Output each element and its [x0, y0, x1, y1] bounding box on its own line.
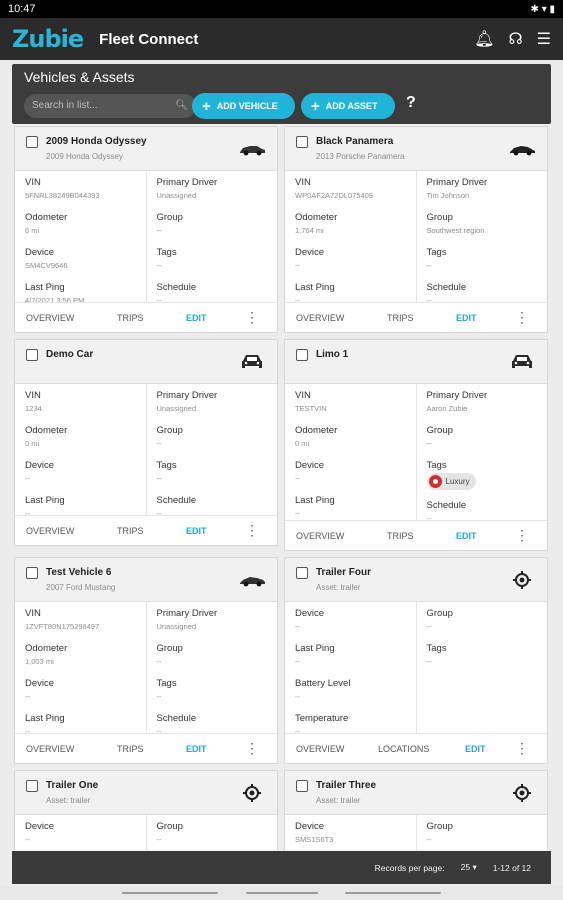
overview-button[interactable]: OVERVIEW — [296, 312, 345, 323]
field-label: Odometer — [295, 425, 338, 436]
overview-button[interactable]: OVERVIEW — [26, 525, 75, 536]
card-fields — [285, 815, 547, 850]
field-label: Group — [426, 212, 453, 223]
app-logo: Zubie — [12, 25, 84, 53]
trips-button[interactable]: TRIPS — [387, 312, 414, 323]
records-per-page-value: 25 — [460, 862, 471, 872]
select-checkbox[interactable] — [296, 349, 308, 361]
search-input[interactable] — [24, 94, 196, 118]
field-label: Battery Level — [295, 678, 351, 689]
overview-button[interactable]: OVERVIEW — [26, 743, 75, 754]
asset-card — [284, 557, 548, 764]
field-value: -- — [295, 296, 300, 305]
locations-button[interactable]: LOCATIONS — [378, 743, 430, 754]
field-label: Schedule — [426, 500, 467, 511]
card-fields — [15, 602, 277, 736]
field-label: Device — [25, 460, 55, 471]
field-label: Group — [156, 821, 183, 832]
field-label: VIN — [25, 177, 41, 188]
field-label: VIN — [295, 390, 311, 401]
field-value: -- — [295, 474, 300, 483]
card-header — [15, 340, 277, 384]
field-value: 6 mi — [25, 226, 40, 235]
asset-type: Asset: trailer — [46, 796, 91, 805]
asset-type: Asset: trailer — [316, 796, 361, 805]
field-value: SMS1S6T3 — [295, 835, 334, 844]
more-options-icon[interactable]: ⋮ — [515, 527, 529, 543]
field-value: -- — [25, 474, 30, 483]
edit-button[interactable]: EDIT — [456, 530, 477, 541]
more-options-icon[interactable]: ⋮ — [245, 740, 259, 756]
field-value: -- — [426, 622, 432, 631]
edit-button[interactable]: EDIT — [456, 312, 477, 323]
field-label: Schedule — [156, 495, 197, 506]
vehicle-card — [14, 557, 278, 764]
asset-type: Asset: trailer — [316, 583, 361, 592]
field-label: Group — [426, 608, 453, 619]
field-value: -- — [156, 474, 162, 483]
card-fields — [15, 384, 277, 518]
field-value: -- — [25, 835, 30, 844]
field-value: -- — [295, 622, 300, 631]
records-per-page-label: Records per page: — [374, 862, 445, 873]
field-label: Device — [295, 608, 325, 619]
field-label: Schedule — [156, 713, 197, 724]
asset-name[interactable]: Trailer Three — [316, 780, 377, 791]
more-options-icon[interactable]: ⋮ — [245, 522, 259, 538]
add-vehicle-label: ADD VEHICLE — [216, 101, 278, 111]
field-value: -- — [156, 261, 162, 270]
select-checkbox[interactable] — [26, 349, 38, 361]
card-fields — [285, 384, 547, 523]
select-checkbox[interactable] — [296, 780, 308, 792]
chevron-down-icon: ▾ — [472, 862, 477, 872]
overview-button[interactable]: OVERVIEW — [296, 743, 345, 754]
system-nav-bar — [0, 886, 563, 900]
card-actions — [285, 302, 547, 332]
field-label: Last Ping — [295, 643, 335, 654]
overview-button[interactable]: OVERVIEW — [26, 312, 75, 323]
card-fields — [15, 171, 277, 305]
card-header — [15, 127, 277, 171]
field-label: Temperature — [295, 713, 349, 724]
card-header — [15, 771, 277, 815]
field-label: Schedule — [156, 282, 197, 293]
field-label: Group — [156, 425, 183, 436]
field-label: Group — [426, 425, 453, 436]
field-label: Device — [295, 460, 325, 471]
list-toolbar — [12, 64, 551, 124]
field-label: Last Ping — [25, 713, 65, 724]
app-title: Fleet Connect — [99, 30, 199, 48]
tag-icon — [429, 475, 442, 488]
field-value: 1234 — [25, 404, 42, 413]
plus-icon: + — [202, 97, 211, 115]
field-value: -- — [156, 835, 162, 844]
card-fields — [285, 602, 547, 736]
trips-button[interactable]: TRIPS — [117, 525, 144, 536]
car-silhouette-icon — [238, 571, 266, 589]
field-label: Tags — [426, 643, 447, 654]
field-value: -- — [156, 226, 162, 235]
card-actions — [285, 733, 547, 763]
add-asset-label: ADD ASSET — [325, 101, 378, 111]
vehicle-card — [284, 339, 548, 551]
asset-card — [284, 770, 548, 850]
status-icons: ✱ ▾ ▮ — [530, 3, 555, 15]
field-label: Primary Driver — [156, 390, 218, 401]
page-title: Vehicles & Assets — [24, 69, 135, 85]
field-label: VIN — [25, 390, 41, 401]
field-value: Unassigned — [156, 622, 197, 631]
asset-name[interactable]: Trailer Four — [316, 567, 372, 578]
plus-icon: + — [311, 97, 320, 115]
search-placeholder: Search in list... — [32, 100, 98, 111]
field-value: -- — [156, 439, 162, 448]
field-label: Tags — [156, 460, 177, 471]
vehicle-name[interactable]: Limo 1 — [316, 349, 349, 360]
trips-button[interactable]: TRIPS — [117, 743, 144, 754]
edit-button[interactable]: EDIT — [186, 743, 207, 754]
card-fields — [285, 171, 547, 305]
add-vehicle-button[interactable] — [192, 93, 295, 119]
vehicle-model: 2013 Porsche Panamera — [316, 152, 405, 161]
asset-name[interactable]: Trailer One — [46, 780, 99, 791]
vehicle-model: 2007 Ford Mustang — [46, 583, 116, 592]
field-value: 1ZVFT80N175298497 — [25, 622, 100, 631]
field-value: -- — [426, 296, 432, 305]
field-value: -- — [156, 657, 162, 666]
edit-button[interactable]: EDIT — [186, 312, 207, 323]
field-value: -- — [156, 727, 162, 736]
field-label: Primary Driver — [426, 390, 488, 401]
trips-button[interactable]: TRIPS — [387, 530, 414, 541]
edit-button[interactable]: EDIT — [465, 743, 486, 754]
location-target-icon — [238, 784, 266, 802]
field-value: Tim Johnson — [426, 191, 470, 200]
field-value: 1,003 mi — [25, 657, 54, 666]
vehicle-name[interactable]: Black Panamera — [316, 136, 394, 147]
asset-grid — [14, 126, 549, 850]
field-value: Unassigned — [156, 191, 197, 200]
card-header — [15, 558, 277, 602]
more-options-icon[interactable]: ⋮ — [515, 740, 529, 756]
field-value: TESTVIN — [295, 404, 327, 413]
field-label: Group — [156, 212, 183, 223]
nav-handle[interactable] — [246, 892, 318, 894]
card-actions — [15, 515, 277, 545]
car-front-icon — [508, 353, 536, 371]
edit-button[interactable]: EDIT — [186, 525, 207, 536]
field-value: WP0AF2A72DL075409 — [295, 191, 373, 200]
tag-label: Luxury — [445, 477, 470, 486]
select-checkbox[interactable] — [296, 136, 308, 148]
pagination-bar — [12, 851, 551, 884]
card-actions — [285, 520, 547, 550]
vehicle-card — [14, 126, 278, 333]
field-value: -- — [156, 509, 162, 518]
vehicle-name[interactable]: 2009 Honda Odyssey — [46, 136, 147, 147]
car-front-icon — [238, 353, 266, 371]
field-label: Schedule — [426, 282, 467, 293]
card-actions — [15, 733, 277, 763]
app-bar — [0, 18, 563, 60]
select-checkbox[interactable] — [26, 780, 38, 792]
vehicle-model: 2009 Honda Odyssey — [46, 152, 123, 161]
tag-chip[interactable] — [427, 473, 476, 490]
status-time: 10:47 — [8, 3, 36, 15]
field-label: Device — [295, 821, 325, 832]
location-target-icon — [508, 571, 536, 589]
field-value: -- — [295, 509, 300, 518]
field-label: Odometer — [295, 212, 338, 223]
location-target-icon — [508, 784, 536, 802]
field-value: -- — [426, 657, 432, 666]
field-value: SM4CV9646 — [25, 261, 68, 270]
field-label: Device — [25, 247, 55, 258]
page-range: 1-12 of 12 — [492, 862, 531, 873]
field-label: Odometer — [25, 212, 68, 223]
field-value: -- — [25, 727, 30, 736]
overview-button[interactable]: OVERVIEW — [296, 530, 345, 541]
field-label: Primary Driver — [156, 177, 218, 188]
field-label: Last Ping — [25, 495, 65, 506]
field-label: Device — [25, 678, 55, 689]
nav-handle[interactable] — [122, 892, 218, 894]
card-header — [285, 558, 547, 602]
add-asset-button[interactable] — [301, 93, 395, 119]
records-per-page-select[interactable] — [461, 862, 477, 873]
status-bar — [0, 0, 563, 18]
field-label: Group — [426, 821, 453, 832]
field-label: Device — [25, 821, 55, 832]
field-value: -- — [426, 835, 432, 844]
field-value: 1,764 mi — [295, 226, 324, 235]
field-value: 0 mi — [25, 439, 40, 448]
asset-card — [14, 770, 278, 850]
more-options-icon[interactable]: ⋮ — [515, 309, 529, 325]
card-header — [285, 340, 547, 384]
field-value: 4/7/2021 3:56 PM — [25, 296, 85, 305]
field-label: Tags — [156, 678, 177, 689]
field-value: -- — [426, 439, 432, 448]
field-value: -- — [295, 692, 300, 701]
card-header — [285, 127, 547, 171]
field-label: Tags — [426, 247, 447, 258]
field-label: VIN — [295, 177, 311, 188]
field-value: 5FNRL38249B044393 — [25, 191, 100, 200]
field-value: Aaron Zubie — [426, 404, 468, 413]
field-label: Primary Driver — [156, 608, 218, 619]
card-header — [285, 771, 547, 815]
field-label: Odometer — [25, 425, 68, 436]
field-label: Last Ping — [25, 282, 65, 293]
support-headset-icon[interactable]: ☊ — [508, 31, 523, 48]
vehicle-name[interactable]: Demo Car — [46, 349, 94, 360]
notification-bell-icon[interactable]: 🔔︎ — [474, 31, 495, 48]
vehicle-name[interactable]: Test Vehicle 6 — [46, 567, 112, 578]
field-value: -- — [426, 261, 432, 270]
help-button[interactable]: ? — [406, 94, 416, 111]
hamburger-menu-icon[interactable]: ☰ — [536, 31, 551, 48]
search-icon: 🔍︎ — [175, 100, 188, 111]
field-value: -- — [295, 261, 300, 270]
card-actions — [15, 302, 277, 332]
car-silhouette-icon — [508, 140, 536, 158]
field-value: -- — [156, 296, 162, 305]
field-label: Group — [156, 643, 183, 654]
field-value: -- — [156, 692, 162, 701]
field-value: -- — [295, 727, 300, 736]
more-options-icon[interactable]: ⋮ — [245, 309, 259, 325]
select-checkbox[interactable] — [26, 567, 38, 579]
field-label: Odometer — [25, 643, 68, 654]
app-actions — [474, 29, 551, 49]
field-value: -- — [25, 509, 30, 518]
field-value: 0 mi — [295, 439, 310, 448]
field-label: Tags — [426, 460, 447, 471]
trips-button[interactable]: TRIPS — [117, 312, 144, 323]
vehicle-card — [284, 126, 548, 333]
field-value: -- — [25, 692, 30, 701]
field-value: Southwest region — [426, 226, 485, 235]
select-checkbox[interactable] — [296, 567, 308, 579]
field-label: Last Ping — [295, 495, 335, 506]
card-fields — [15, 815, 277, 850]
car-silhouette-icon — [238, 140, 266, 158]
vehicle-card — [14, 339, 278, 546]
nav-handle[interactable] — [345, 892, 441, 894]
field-value: -- — [295, 657, 300, 666]
field-label: VIN — [25, 608, 41, 619]
field-value: -- — [426, 514, 432, 523]
field-label: Last Ping — [295, 282, 335, 293]
field-label: Tags — [156, 247, 177, 258]
field-value: Unassigned — [156, 404, 197, 413]
field-label: Primary Driver — [426, 177, 488, 188]
select-checkbox[interactable] — [26, 136, 38, 148]
field-label: Device — [295, 247, 325, 258]
